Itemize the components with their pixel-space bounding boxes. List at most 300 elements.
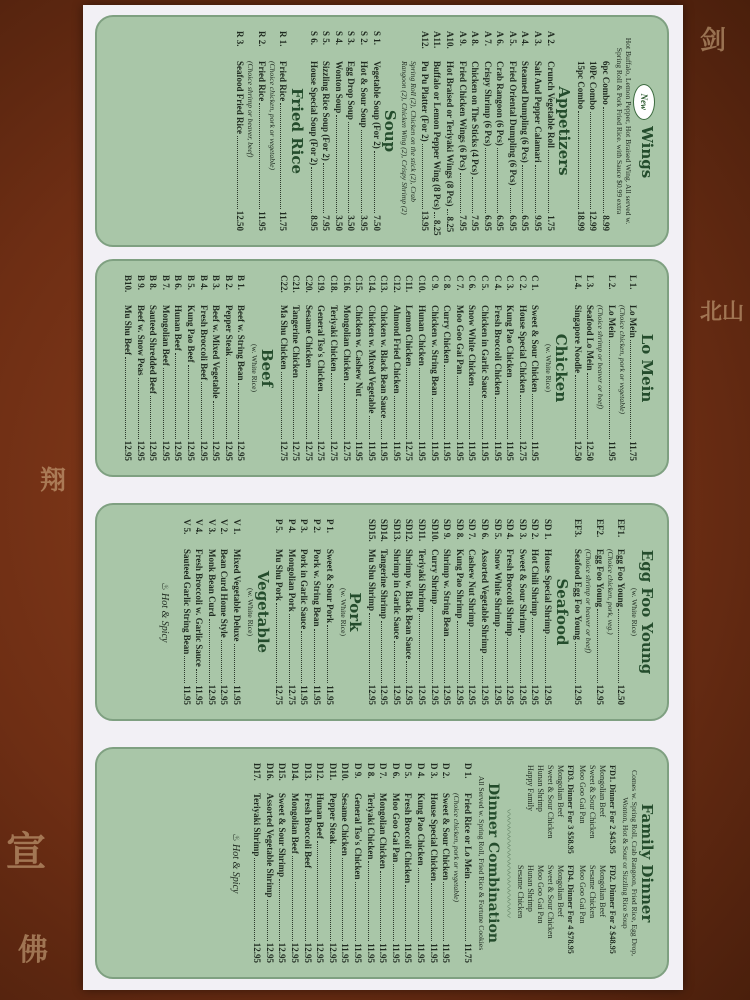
item-code: D11. (327, 763, 338, 781)
menu-item (441, 275, 454, 461)
item-price: 7.95 (457, 215, 468, 231)
item-price: 11.95 (416, 943, 427, 963)
family-dinner-dish: Mongolian Beef (556, 865, 566, 918)
item-price: 11.95 (311, 685, 322, 705)
item-name: Tangerine Chicken (291, 305, 302, 378)
dot-leader (280, 103, 281, 209)
dot-leader (405, 885, 406, 941)
item-name: Hunan Chicken (417, 305, 428, 366)
item-name: Pepper Steak (327, 793, 338, 845)
item-name: Hunan Beef (315, 793, 326, 839)
menu-item (390, 275, 403, 461)
menu-item (307, 31, 320, 231)
family-dinner-option (514, 763, 576, 863)
menu-item (121, 275, 134, 461)
item-name: Sizzling Rice Soup (For 2) (321, 61, 332, 161)
item-code: B 2. (223, 275, 234, 291)
seafood-title: Seafood (552, 578, 571, 646)
item-price: 12.75 (316, 440, 327, 461)
menu-item (172, 275, 185, 461)
dot-leader (532, 618, 533, 683)
dot-leader (381, 621, 382, 683)
item-note: (Choice chicken, pork or vegetable) (452, 793, 462, 903)
item-price: 11.95 (324, 685, 335, 705)
dot-leader (630, 340, 631, 439)
menu-item (402, 763, 415, 963)
item-name: Sweet & Sour Shrimp (517, 549, 528, 634)
item-name: Lo Mein (628, 305, 639, 338)
menu-item (516, 275, 529, 461)
dinner-combination-list (251, 763, 474, 963)
dot-leader (523, 165, 524, 214)
item-price: 11.95 (354, 441, 365, 461)
item-code: D 1. (462, 763, 473, 779)
menu-item (529, 519, 542, 705)
menu-item (340, 275, 353, 461)
item-code: D16. (264, 763, 275, 781)
item-name: Fried Rice or Lo Mein (462, 793, 473, 879)
item-name: Shrimp in Garlic Sauce (391, 549, 402, 640)
dot-leader (469, 388, 470, 439)
item-name: Kung Pao Chicken (416, 793, 427, 866)
item-price: 12.95 (148, 440, 159, 461)
item-price: 12.95 (492, 684, 503, 705)
dot-leader (532, 394, 533, 439)
menu-item (197, 275, 210, 461)
item-code: C19. (316, 275, 327, 293)
item-name: Egg Foo Young (594, 549, 605, 608)
item-name: House Special Chicken (428, 793, 439, 882)
item-code: D 5. (403, 763, 414, 779)
menu-item (378, 519, 391, 705)
egg-foo-young-title: Egg Foo Young (638, 549, 656, 675)
platter-note: Spring Roll (2), Chicken on the stick (2), Crab Rangoon (2), Chicken Wing (2), Crispy Shrimp (2) (400, 61, 419, 215)
item-code: D 9. (353, 763, 364, 779)
menu-item (370, 31, 383, 231)
dot-leader (336, 115, 337, 213)
item-code: B 1. (236, 275, 247, 291)
item-code: C 4. (492, 275, 503, 291)
menu-item (478, 275, 491, 461)
item-code: D17. (252, 763, 263, 781)
item-price: 12.95 (160, 440, 171, 461)
dot-leader (213, 401, 214, 439)
menu-item (593, 519, 606, 705)
item-code: C11. (404, 275, 415, 293)
item-name: Fresh Broccoli Beef (198, 305, 209, 381)
item-price: 12.50 (572, 440, 583, 461)
item-name: Cashew Nut Shrimp (467, 549, 478, 628)
lo-mein-list (571, 275, 639, 461)
menu-item (615, 519, 628, 705)
item-name: Singapore Noodle (572, 305, 583, 374)
menu-item (453, 275, 466, 461)
menu-item (427, 763, 440, 963)
item-code: C22. (278, 275, 289, 293)
item-price: 12.95 (594, 684, 605, 705)
hot-spicy-label: Hot & Spicy (159, 593, 170, 643)
menu-item (310, 519, 323, 705)
item-name: Sesame Chicken (303, 305, 314, 368)
beef-list (121, 275, 247, 461)
item-price: 12.95 (186, 440, 196, 461)
item-code: A 3. (533, 31, 544, 47)
item-price: 12.95 (543, 684, 554, 705)
dot-leader (280, 879, 281, 941)
item-code: C 3. (505, 275, 516, 291)
menu-item (230, 519, 243, 705)
dot-leader (418, 868, 419, 942)
item-price: 11.95 (365, 943, 376, 963)
decorative-divider: 〰〰〰〰〰〰〰〰〰〰〰〰 (502, 809, 514, 917)
menu-item (251, 763, 264, 963)
menu-item (285, 519, 298, 705)
item-name: Moo Goo Gai Pan (454, 305, 465, 375)
dot-leader (175, 353, 176, 439)
menu-item (599, 31, 612, 231)
dot-leader (314, 629, 315, 684)
dot-leader (374, 151, 375, 214)
item-code: D12. (315, 763, 326, 781)
item-price: 12.95 (223, 440, 234, 461)
dot-leader (495, 397, 496, 439)
item-code: C10. (417, 275, 428, 293)
dot-leader (457, 376, 458, 439)
item-name: Assorted Vegetable Shrimp (480, 549, 491, 654)
wings-list (574, 31, 612, 231)
item-name: Chicken on The Sticks (4 Pcs) (470, 61, 481, 176)
item-price: 12.75 (404, 440, 415, 461)
item-name: House Special Shrimp (543, 549, 554, 635)
menu-item (134, 275, 147, 461)
dot-leader (575, 642, 576, 683)
family-dinner-name: FD3. Dinner For 3 $58.95 (566, 765, 576, 854)
chicken-list (277, 275, 541, 461)
item-price: 12.95 (211, 440, 222, 461)
item-name: Pu Pu Platter (For 2) (419, 61, 430, 142)
item-code: A 5. (507, 31, 518, 47)
item-price: 12.75 (303, 440, 314, 461)
item-price: 12.95 (480, 684, 491, 705)
item-name: House Special Soup (For 2) (308, 61, 319, 166)
menu-item (469, 31, 482, 231)
family-dinner-dish: Moo Goo Gai Pan (536, 865, 546, 924)
dot-leader (444, 365, 445, 439)
item-code: EF3. (573, 519, 584, 538)
dot-leader (597, 609, 598, 683)
item-code: C 6. (467, 275, 478, 291)
family-dinner-dish: Hunan Shrimp (536, 765, 546, 812)
item-code: A 8. (470, 31, 481, 47)
dot-leader (419, 368, 420, 439)
menu-item (466, 519, 479, 705)
menu-item (339, 763, 352, 963)
menu-item (441, 519, 454, 705)
dot-leader (348, 122, 349, 213)
item-code: SD15. (366, 519, 377, 542)
family-dinner-option (576, 863, 618, 963)
menu-item (301, 763, 314, 963)
item-name: Sauteed Garlic String Bean (181, 549, 192, 655)
item-name: Fried Oriental Dumpling (6 Pcs) (507, 61, 518, 186)
pepper-icon: ♨ (159, 581, 170, 591)
item-price: 11.95 (379, 441, 390, 461)
dot-leader (226, 358, 227, 439)
menu-item (315, 275, 328, 461)
item-code: A 2. (545, 31, 556, 47)
dot-leader (125, 357, 126, 439)
dot-leader (323, 163, 324, 213)
menu-item (193, 519, 206, 705)
item-code: C15. (354, 275, 365, 293)
dot-leader (548, 150, 549, 213)
dot-leader (327, 625, 328, 683)
dot-leader (201, 382, 202, 439)
menu-item (519, 31, 532, 231)
item-name: Mu Shu Pork (274, 549, 285, 602)
item-name: Teriyaki Shrimp (417, 549, 428, 613)
dot-leader (457, 621, 458, 683)
dot-leader (342, 858, 343, 941)
dot-leader (259, 103, 260, 209)
item-code: V 5. (181, 519, 192, 535)
dot-leader (150, 396, 151, 439)
item-name: Fresh Broccoli Chicken (403, 793, 414, 884)
item-name: Mongolian Chicken (378, 793, 389, 869)
menu-item (235, 275, 248, 461)
pepper-icon: ♨ (229, 832, 241, 842)
item-price: 12.95 (467, 684, 478, 705)
item-name: Seafood Egg Foo Young (573, 549, 584, 640)
family-dinner-dish: Mongolian Beef (556, 765, 566, 818)
item-code: C18. (328, 275, 339, 293)
item-price: 11.95 (353, 943, 364, 963)
item-code: A 7. (482, 31, 493, 47)
menu-item (276, 763, 289, 963)
item-name: Crunch Vegetable Roll (545, 61, 556, 149)
pork-title: Pork (346, 592, 365, 632)
menu-item (353, 275, 366, 461)
menu-item (428, 275, 441, 461)
egg-foo-young-note: (w. White Rice) (630, 587, 640, 637)
menu-item (147, 275, 160, 461)
family-dinner-dish: Sesame Chicken (588, 865, 598, 919)
item-code: SD 3. (517, 519, 528, 540)
item-name: Shrimp w. String Bean (442, 549, 453, 637)
item-price: 11.95 (340, 943, 351, 963)
item-price: 8.25 (432, 219, 443, 236)
item-name: Sweet & Sour Pork (324, 549, 335, 624)
item-code: SD11. (417, 519, 428, 542)
panel-eggfoo-seafood-pork-veg (95, 503, 669, 721)
family-dinner-dish: Sesame Chicken (516, 865, 526, 919)
menu-rotated-content (83, 5, 683, 990)
item-name: Ma Shu Chicken (278, 305, 289, 370)
item-price: 12.95 (366, 684, 377, 705)
item-price: 12.50 (616, 684, 627, 705)
item-note: (Choice shrimp or beaver or beef) (584, 549, 594, 653)
dot-leader (447, 209, 448, 215)
item-name: Teriyaki Chicken (365, 793, 376, 860)
dot-leader (407, 661, 408, 682)
item-price: 11.95 (231, 685, 242, 705)
item-code: A 9. (457, 31, 468, 47)
dot-leader (344, 383, 345, 439)
item-name: Crispy Shrimp (6 Pcs) (482, 61, 493, 147)
new-badge: New (633, 84, 655, 120)
item-name: General Tso's Chicken (353, 793, 364, 880)
menu-item (326, 763, 339, 963)
dot-leader (301, 631, 302, 683)
family-dinner-dish: Hunan Shrimp (526, 865, 536, 912)
item-name: Mongolian Pork (286, 549, 297, 612)
item-price: 13.95 (419, 210, 430, 231)
item-price: 3.50 (333, 215, 344, 231)
dot-leader (472, 177, 473, 213)
item-price: 12.95 (264, 942, 275, 963)
item-price: 8.25 (444, 216, 455, 233)
item-price: 11.95 (442, 441, 453, 461)
dot-leader (318, 394, 319, 439)
item-code: A12. (419, 31, 430, 49)
dot-leader (434, 212, 435, 218)
item-name: Chicken w. String Bean (429, 305, 440, 396)
item-price: 6.95 (520, 215, 531, 231)
menu-item (587, 31, 600, 231)
item-name: Hot & Sour Soup (358, 61, 369, 128)
item-code: A 4. (520, 31, 531, 47)
item-code: C 1. (530, 275, 541, 291)
item-name: Egg Drop Soup (346, 61, 357, 120)
dot-leader (380, 871, 381, 941)
dot-leader (520, 635, 521, 683)
soup-list (307, 31, 383, 231)
item-name: Mongolian Beef (290, 793, 301, 854)
vegetable-title: Vegetable (253, 570, 272, 654)
item-price: 12.95 (573, 684, 584, 705)
menu-item (416, 275, 429, 461)
item-price: 12.95 (302, 942, 313, 963)
wings-title: Wings (638, 126, 656, 179)
egg-foo-young-list (572, 519, 628, 705)
item-name: Salt And Pepper Calamari (533, 61, 544, 163)
item-code: S 1. (371, 31, 382, 46)
item-code: C 5. (480, 275, 491, 291)
dot-leader (355, 882, 356, 942)
menu-item (504, 519, 517, 705)
item-code: SD10. (429, 519, 440, 542)
dot-leader (545, 636, 546, 683)
item-code: A10. (444, 31, 455, 49)
item-code: P 2. (311, 519, 322, 534)
menu-item (572, 519, 585, 705)
family-dinner-grid (514, 763, 618, 963)
item-name: Fresh Broccoli Beef (302, 793, 313, 869)
item-name: Pepper Steak (223, 305, 234, 357)
dot-leader (510, 188, 511, 214)
item-code: S 2. (358, 31, 369, 46)
appetizers-title: Appetizers (555, 86, 574, 176)
item-code: R 2. (256, 31, 267, 47)
dot-leader (465, 881, 466, 941)
item-code: SD 9. (442, 519, 453, 540)
menu-item (357, 31, 370, 231)
fried-rice-list (234, 31, 290, 231)
dot-leader (407, 368, 408, 438)
dot-leader (381, 420, 382, 439)
menu-item (403, 519, 416, 705)
item-name: Seafood Lo Mein (585, 305, 596, 371)
item-name: Seafood Fried Rice (235, 61, 246, 134)
menu-item (289, 763, 302, 963)
item-name: Mongolian Beef (160, 305, 171, 366)
family-dinner-option (514, 863, 576, 963)
item-code: C 2. (517, 275, 528, 291)
menu-item (332, 31, 345, 231)
dot-leader (289, 614, 290, 683)
item-name: Mu Shu Shrimp (366, 549, 377, 612)
family-dinner-dish: Sweet & Sour Chicken (546, 765, 556, 839)
item-code: B10. (123, 275, 134, 293)
item-name: Hot Braised or Teriyaki Wings (8 Pcs) (444, 61, 455, 207)
panel-family-dinner-combination (95, 747, 669, 979)
item-code: A 6. (495, 31, 506, 47)
item-price: 12.75 (286, 684, 297, 705)
chicken-note: (w. White Rice) (544, 343, 554, 393)
vegetable-list (180, 519, 243, 705)
item-code: L 3. (585, 275, 596, 290)
item-name: General Tso's Chicken (316, 305, 327, 392)
item-name: Bean Curd Home Style (219, 549, 230, 638)
item-code: L 2. (606, 275, 617, 290)
item-price: 11.95 (417, 441, 428, 461)
appetizers-list (418, 31, 557, 236)
item-price: 12.95 (173, 440, 184, 461)
item-code: S 4. (333, 31, 344, 46)
menu-item (277, 275, 290, 461)
menu-item (571, 275, 584, 461)
table-glyph: 翔 (40, 466, 67, 496)
menu-item (456, 31, 469, 231)
dot-leader (497, 148, 498, 214)
table-glyph: 北山 (700, 299, 745, 325)
dot-leader (331, 373, 332, 438)
item-price: 11.95 (429, 441, 440, 461)
dot-leader (369, 613, 370, 683)
menu-item (491, 519, 504, 705)
item-price: 12.75 (291, 440, 302, 461)
item-name: 15pc Combo (575, 61, 586, 110)
item-name: Sweet & Sour Chicken (530, 305, 541, 393)
item-price: 12.75 (341, 440, 352, 461)
dot-leader (482, 656, 483, 683)
dot-leader (311, 167, 312, 213)
item-price: 11.95 (428, 943, 439, 963)
item-price: 11.95 (391, 441, 402, 461)
item-code: V 4. (194, 519, 205, 535)
item-code: A11. (432, 31, 443, 49)
item-name: Crab Rangoon (6 Pcs) (495, 61, 506, 146)
menu-item (461, 763, 474, 963)
dot-leader (254, 858, 255, 940)
menu-item (453, 519, 466, 705)
item-code: P 4. (286, 519, 297, 534)
item-name: Egg Foo Young (616, 549, 627, 608)
item-name: Sweet & Sour Chicken (441, 793, 452, 881)
item-name: Fresh Broccoli w. Garlic Sauce (194, 549, 205, 667)
item-name: Shrimp w. Black Bean Sauce (404, 549, 415, 660)
menu-item (302, 275, 315, 461)
